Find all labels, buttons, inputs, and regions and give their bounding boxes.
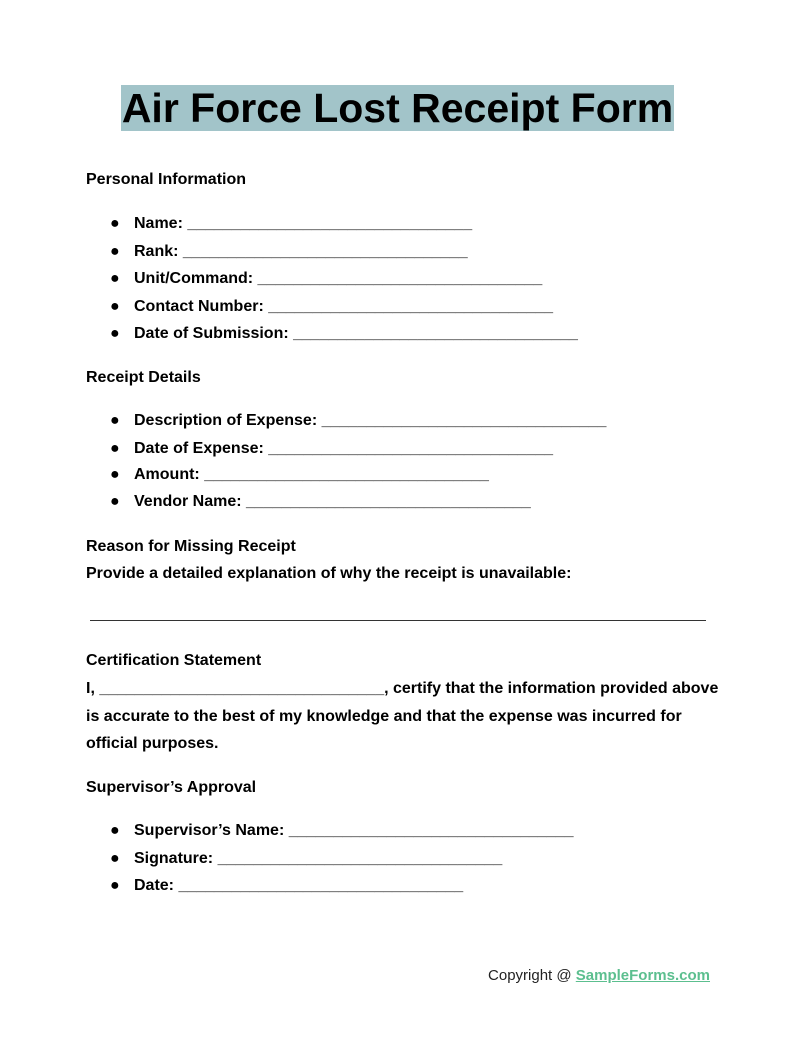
date-of-submission-field[interactable]: Date of Submission: ________________________________ [134,325,578,342]
title-wrap [0,85,798,131]
bullet-icon: ● [110,325,120,342]
certification-heading: Certification Statement [86,652,262,669]
personal-info-heading: Personal Information [86,171,247,188]
reason-prompt: Provide a detailed explanation of why the receipt is unavailable: [86,565,572,582]
date-field[interactable]: Date: ________________________________ [134,877,464,894]
reason-heading: Reason for Missing Receipt [86,538,296,555]
supervisor-name-field[interactable]: Supervisor’s Name: ________________________________ [134,822,574,839]
certification-line-1[interactable]: I, ________________________________, certify that the information provided above [86,680,719,697]
page-title: Air Force Lost Receipt Form [121,85,674,131]
bullet-icon: ● [110,849,120,867]
bullet-icon: ● [110,297,120,315]
receipt-details-heading: Receipt Details [86,369,201,386]
explanation-line[interactable] [90,620,706,621]
sampleforms-link[interactable]: SampleForms.com [575,967,710,984]
certification-statement [86,675,726,758]
bullet-icon: ● [110,493,120,510]
copyright-prefix: Copyright @ [488,967,576,984]
bullet-icon: ● [110,877,120,894]
supervisor-heading: Supervisor’s Approval [86,779,257,796]
copyright-footer [488,966,710,986]
certification-line-2: is accurate to the best of my knowledge and that the expense was incurred for [86,707,682,725]
unit-command-field[interactable]: Unit/Command: ________________________________ [134,270,543,287]
bullet-icon: ● [110,822,120,839]
date-of-expense-field[interactable]: Date of Expense: ________________________________ [134,439,554,457]
vendor-name-field[interactable]: Vendor Name: ________________________________ [134,493,531,510]
bullet-icon: ● [110,215,120,232]
bullet-icon: ● [110,242,120,260]
signature-field[interactable]: Signature: ________________________________ [134,849,503,867]
name-field[interactable]: Name: ________________________________ [134,215,473,232]
bullet-icon: ● [110,465,120,483]
description-of-expense-field[interactable]: Description of Expense: ________________________________ [134,412,607,429]
contact-number-field[interactable]: Contact Number: ________________________________ [134,297,553,315]
bullet-icon: ● [110,270,120,287]
bullet-icon: ● [110,439,120,457]
rank-field[interactable]: Rank: ________________________________ [134,242,468,260]
certification-line-3: official purposes. [86,735,219,752]
amount-field[interactable]: Amount: ________________________________ [134,465,489,483]
bullet-icon: ● [110,412,120,429]
